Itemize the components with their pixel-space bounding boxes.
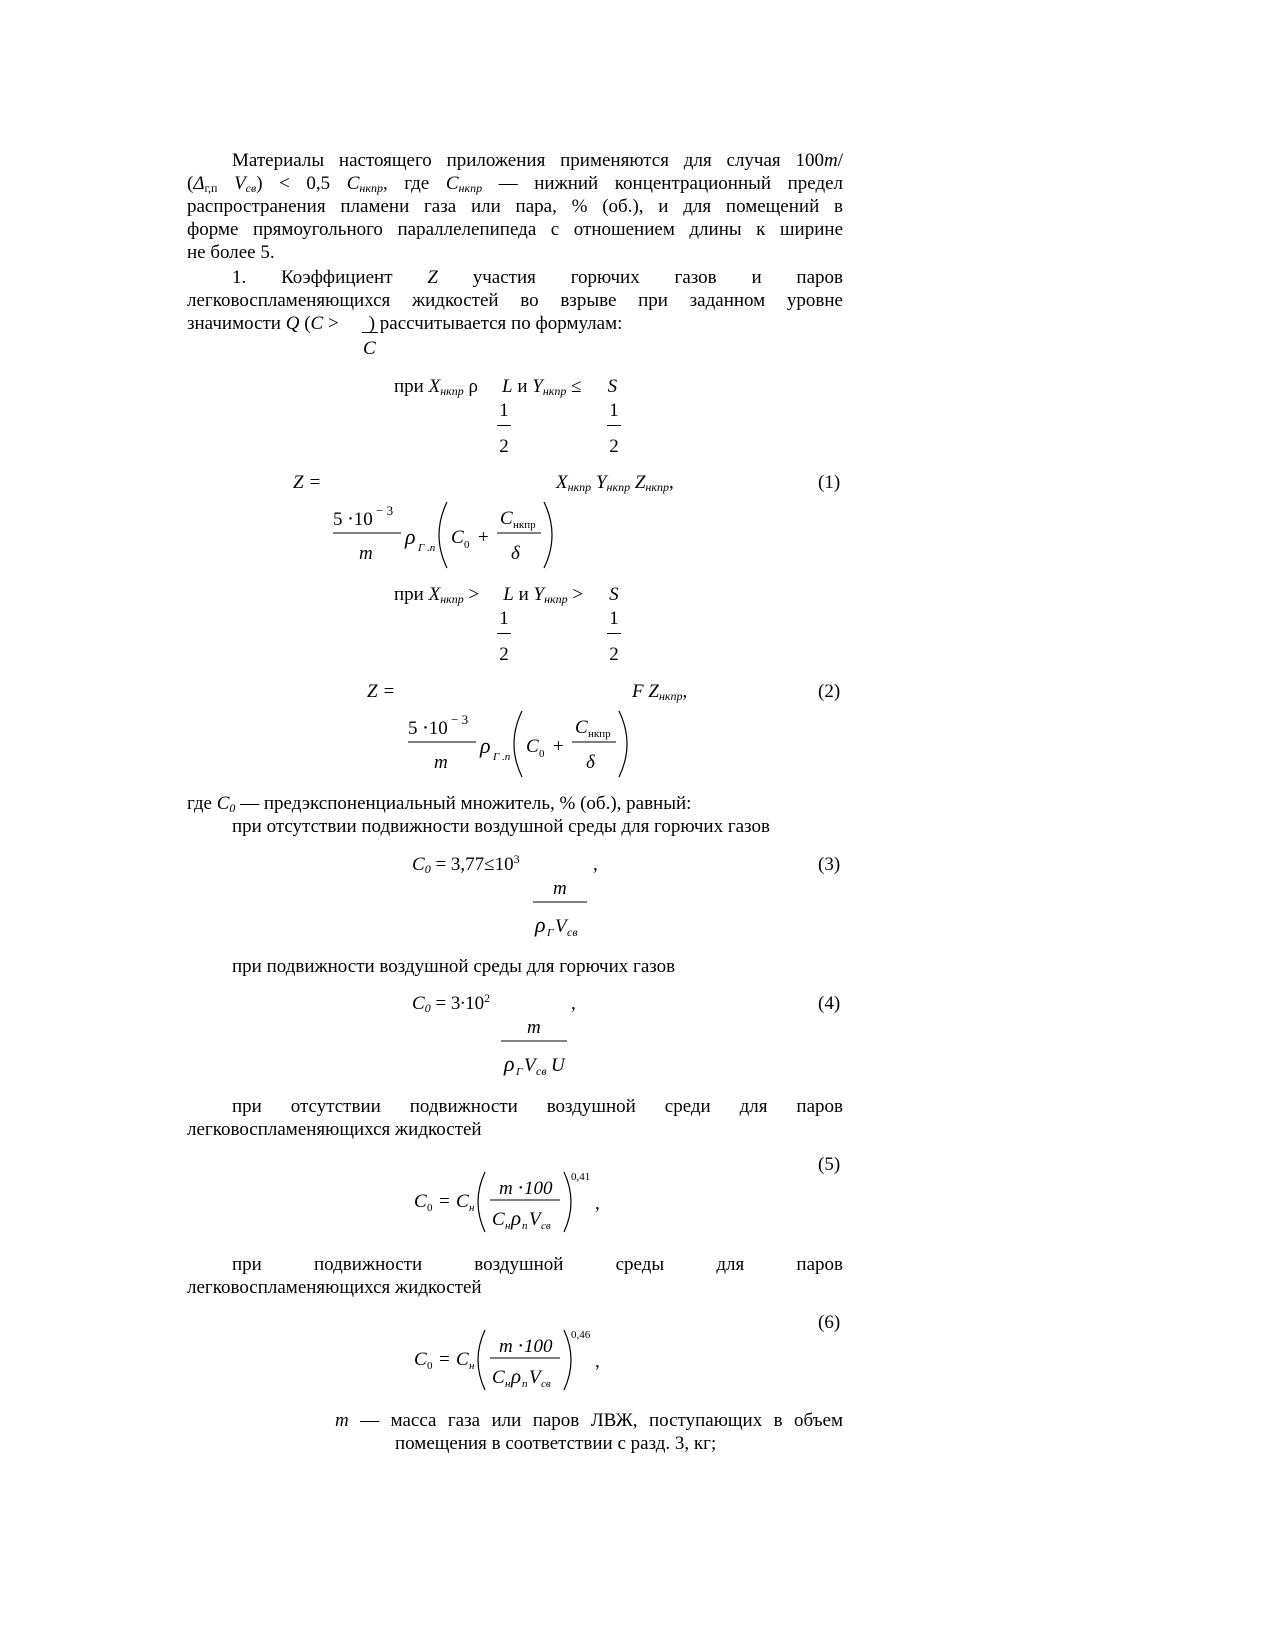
eq6-c0-sub: 0 bbox=[427, 1360, 433, 1372]
eq3-number: (3) bbox=[818, 854, 841, 875]
eq6-den-rho-sub: п bbox=[522, 1378, 528, 1390]
eq6-cn: C bbox=[456, 1349, 469, 1370]
case-5-line-1: при отсутствии подвижности воздушной среди для паров bbox=[232, 1096, 843, 1117]
eq4-lhs: $C_0 = 3\cdot 10^2$ bbox=[412, 991, 491, 1015]
eq2-c0: C bbox=[526, 736, 539, 757]
eq5-den-c: C bbox=[492, 1209, 505, 1230]
eq6-den-v: V bbox=[529, 1367, 541, 1388]
eq5-c0: C bbox=[414, 1191, 427, 1212]
eq2-plus: + bbox=[553, 736, 564, 757]
m-definition-line-2: помещения в соответствии с разд. 3, кг; bbox=[395, 1433, 717, 1454]
eq6-cn-sub: н bbox=[469, 1360, 475, 1372]
eq2-frac-exp: − 3 bbox=[451, 712, 469, 727]
eq3-rho-sub: Г bbox=[547, 927, 554, 939]
cond2-half-2-den: 2 bbox=[609, 644, 619, 665]
eq2-number: (2) bbox=[818, 681, 841, 702]
item1-line-3: значимости Q (C > ) рассчитывается по формулам: bbox=[187, 313, 623, 334]
eq1-lhs: Z = bbox=[293, 472, 322, 493]
eq6-den-rho: ρ bbox=[511, 1364, 522, 1388]
eq3-frac-num: m bbox=[553, 878, 567, 899]
c-bar-symbol: C bbox=[363, 338, 376, 359]
eq1-plus: + bbox=[478, 527, 489, 548]
eq4-comma: , bbox=[571, 993, 576, 1014]
eq6-den-c: C bbox=[492, 1367, 505, 1388]
cond2-half-2-num: 1 bbox=[609, 608, 619, 629]
eq2-frac-num: 5 ⋅10 bbox=[408, 718, 448, 739]
eq6-comma: , bbox=[595, 1351, 600, 1372]
eq1-rho: ρ bbox=[405, 524, 416, 549]
intro-line-1: Материалы настоящего приложения применяются для случая 100m/ bbox=[232, 150, 843, 171]
where-c0-line: где $C_0$ — предэкспоненциальный множитель, % (об.), равный: bbox=[187, 793, 692, 815]
eq2-delta: δ bbox=[586, 752, 595, 773]
eq4-u: U bbox=[551, 1055, 565, 1076]
eq1-cn-sub: нкпр bbox=[513, 519, 536, 531]
item1-line-2: легковоспламеняющихся жидкостей во взрыве при заданном уровне bbox=[187, 290, 843, 311]
eq2-cn-sub: нкпр bbox=[588, 728, 611, 740]
cond1-half-2-num: 1 bbox=[609, 400, 619, 421]
eq6-number: (6) bbox=[818, 1312, 841, 1333]
intro-line-2: ($\Delta_{г,п}$ $V_{св}) < 0,5$ $C_{нкпр}$, где $C_{нкпр}$ — нижний концентрационный предел bbox=[187, 173, 844, 195]
eq3-lhs: $C_0 = 3,77\le 10^3$ bbox=[412, 852, 520, 876]
eq1-c0: C bbox=[451, 527, 464, 548]
eq2-rho-sub: Г .п bbox=[493, 751, 511, 763]
eq4-frac-num: m bbox=[527, 1017, 541, 1038]
eq2-rho: ρ bbox=[480, 733, 491, 758]
eq5-frac-num: m ⋅100 bbox=[499, 1178, 553, 1199]
eq5-den-rho: ρ bbox=[511, 1206, 522, 1230]
case-6-line-2: легковоспламеняющихся жидкостей bbox=[187, 1277, 482, 1298]
eq1-frac-num: 5 ⋅10 bbox=[333, 509, 373, 530]
case-5-line-2: легковоспламеняющихся жидкостей bbox=[187, 1119, 482, 1140]
eq2-lhs: Z = bbox=[367, 681, 396, 702]
condition-1: при $X_{нкпр}$ ρ L и $Y_{нкпр} \le S$ bbox=[394, 376, 618, 398]
intro-line-4: форме прямоугольного параллелепипеда с отношением длины к ширине bbox=[187, 219, 843, 240]
m-definition-line-1: m — масса газа или паров ЛВЖ, поступающих в объем bbox=[335, 1410, 843, 1431]
intro-line-5: не более 5. bbox=[187, 242, 275, 263]
eq6-exp: 0,46 bbox=[571, 1329, 591, 1341]
eq5-cn: C bbox=[456, 1191, 469, 1212]
item1-line-1: 1. Коэффициент Z участия горючих газов и паров bbox=[232, 267, 844, 288]
eq5-cn-sub: н bbox=[469, 1202, 475, 1214]
eq4-v-sub: св bbox=[536, 1064, 547, 1078]
eq1-cn: C bbox=[500, 508, 513, 529]
eq4-rho-sub: Г bbox=[516, 1066, 523, 1078]
eq5-exp: 0,41 bbox=[571, 1171, 591, 1183]
eq6-den-c-sub: н bbox=[505, 1378, 511, 1390]
cond1-half-1-den: 2 bbox=[499, 436, 509, 457]
eq2-frac-den: m bbox=[434, 752, 448, 773]
eq1-delta: δ bbox=[511, 543, 520, 564]
eq4-number: (4) bbox=[818, 993, 841, 1014]
eq6-den-v-sub: св bbox=[541, 1378, 551, 1390]
eq5-den-v-sub: св bbox=[541, 1220, 551, 1232]
eq5-den-c-sub: н bbox=[505, 1220, 511, 1232]
case-3-text: при отсутствии подвижности воздушной среды для горючих газов bbox=[232, 816, 770, 837]
eq5-number: (5) bbox=[818, 1154, 841, 1175]
eq5-c0-sub: 0 bbox=[427, 1202, 433, 1214]
eq2-c0-sub: 0 bbox=[539, 748, 545, 760]
eq1-c0-sub: 0 bbox=[464, 539, 470, 551]
eq3-v-sub: св bbox=[567, 925, 578, 939]
case-4-text: при подвижности воздушной среды для горючих газов bbox=[232, 956, 676, 977]
eq6-right-paren bbox=[564, 1330, 571, 1390]
eq2-rhs: F $Z_{нкпр}$, bbox=[632, 681, 688, 703]
eq1-frac-exp: − 3 bbox=[376, 503, 394, 518]
eq6-c0: C bbox=[414, 1349, 427, 1370]
eq3-comma: , bbox=[593, 854, 598, 875]
eq1-rho-sub: Г .п bbox=[418, 542, 436, 554]
m-definition bbox=[335, 1409, 843, 1455]
eq5-den-rho-sub: п bbox=[522, 1220, 528, 1232]
eq1-number: (1) bbox=[818, 472, 841, 493]
eq1-frac-den: m bbox=[359, 543, 373, 564]
eq1-rhs: $X_{нкпр}$ $Y_{нкпр}$ $Z_{нкпр}$, bbox=[556, 472, 674, 494]
eq4-rho: ρ bbox=[504, 1051, 515, 1076]
cond1-half-1-num: 1 bbox=[499, 400, 509, 421]
cond1-half-2-den: 2 bbox=[609, 436, 619, 457]
eq3-rho: ρ bbox=[535, 912, 546, 937]
condition-2: при $X_{нкпр} > L$ и $Y_{нкпр} > S$ bbox=[394, 584, 619, 606]
cond2-half-1-den: 2 bbox=[499, 644, 509, 665]
eq6-left-paren bbox=[478, 1330, 485, 1390]
eq3-v: V bbox=[555, 916, 567, 937]
eq6-eq: = bbox=[439, 1349, 450, 1370]
intro-line-3: распространения пламени газа или пара, % (об.), и для помещений в bbox=[187, 196, 843, 217]
eq5-comma: , bbox=[595, 1193, 600, 1214]
eq5-eq: = bbox=[439, 1191, 450, 1212]
eq5-den-v: V bbox=[529, 1209, 541, 1230]
eq4-v: V bbox=[524, 1055, 536, 1076]
case-6-line-1: при подвижности воздушной среды для паров bbox=[232, 1254, 843, 1275]
cond2-half-1-num: 1 bbox=[499, 608, 509, 629]
eq6-frac-num: m ⋅100 bbox=[499, 1336, 553, 1357]
eq2-cn: C bbox=[575, 717, 588, 738]
